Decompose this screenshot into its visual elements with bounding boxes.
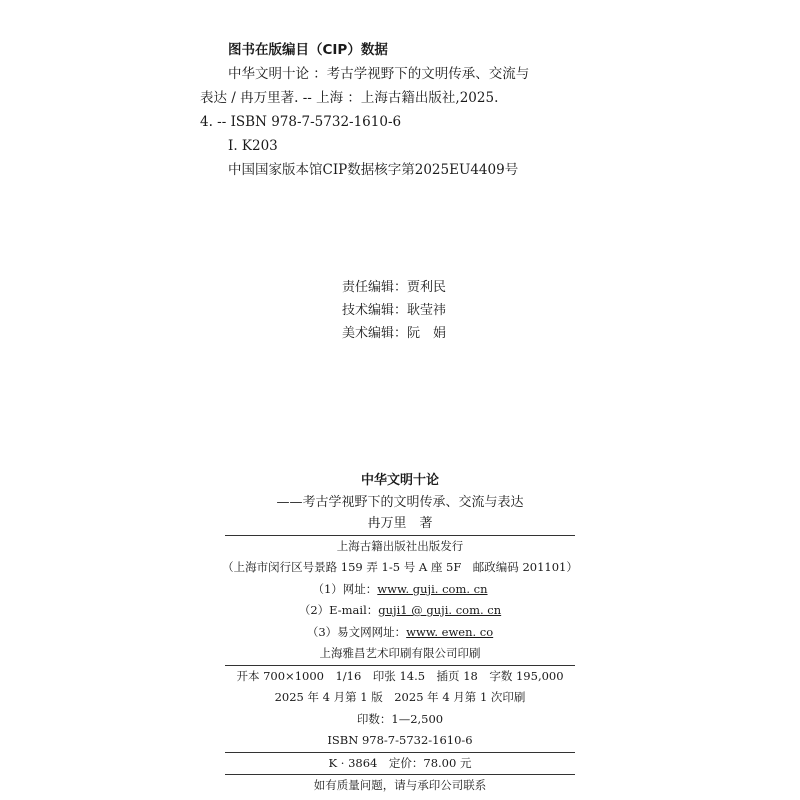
cip-line-isbn: 4. -- ISBN 978-7-5732-1610-6 (200, 114, 402, 130)
isbn-line: ISBN 978-7-5732-1610-6 (327, 733, 473, 747)
price-line: K · 3864 定价：78.00 元 (328, 755, 472, 770)
email-link[interactable]: guji1 @ guji. com. cn (378, 603, 502, 617)
ewen-link[interactable]: www. ewen. co (406, 624, 494, 639)
format-specs: 开本 700×1000 1/16 印张 14.5 插页 18 字数 195,000 (236, 668, 564, 683)
quality-notice: 如有质量问题，请与承印公司联系 (313, 778, 487, 792)
book-author: 冉万里 著 (367, 516, 433, 531)
responsible-editor: 责任编辑：贾利民 (342, 280, 447, 295)
cip-heading: 图书在版编目（CIP）数据 (228, 42, 388, 58)
website-line (200, 579, 600, 601)
cip-line-author-publisher: 表达 / 冉万里著. -- 上海 ：上海古籍出版社,2025. (200, 90, 499, 106)
cip-block (200, 38, 620, 182)
ewen-label: （3）易文网网址： (306, 624, 407, 639)
publisher-line: 上海古籍出版社出版发行 (336, 538, 464, 553)
print-run: 印数：1—2,500 (356, 711, 444, 726)
printer-line: 上海雅昌艺术印刷有限公司印刷 (319, 646, 481, 660)
book-subtitle: ——考古学视野下的文明传承、交流与表达 (276, 494, 524, 510)
technical-editor: 技术编辑：耿莹祎 (342, 303, 447, 318)
cip-line-classification: Ⅰ. K203 (228, 138, 278, 154)
email-label: （2）E-mail： (298, 603, 379, 617)
cip-line-title: 中华文明十论 ：考古学视野下的文明传承、交流与 (228, 66, 530, 82)
website-link[interactable]: www. guji. com. cn (377, 581, 488, 596)
ewen-line (200, 622, 600, 644)
email-line (200, 600, 600, 622)
publisher-address: （上海市闵行区号景路 159 弄 1-5 号 A 座 5F 邮政编码 201101） (222, 560, 578, 574)
cip-line-record-number: 中国国家版本馆CIP数据核字第2025EU4409号 (228, 162, 519, 178)
editors-block (342, 276, 446, 345)
colophon-block (200, 470, 600, 797)
book-title: 中华文明十论 (360, 473, 439, 488)
website-label: （1）网址： (312, 581, 378, 596)
art-editor: 美术编辑：阮 娟 (342, 326, 447, 341)
edition-line: 2025 年 4 月第 1 版 2025 年 4 月第 1 次印刷 (274, 690, 526, 704)
